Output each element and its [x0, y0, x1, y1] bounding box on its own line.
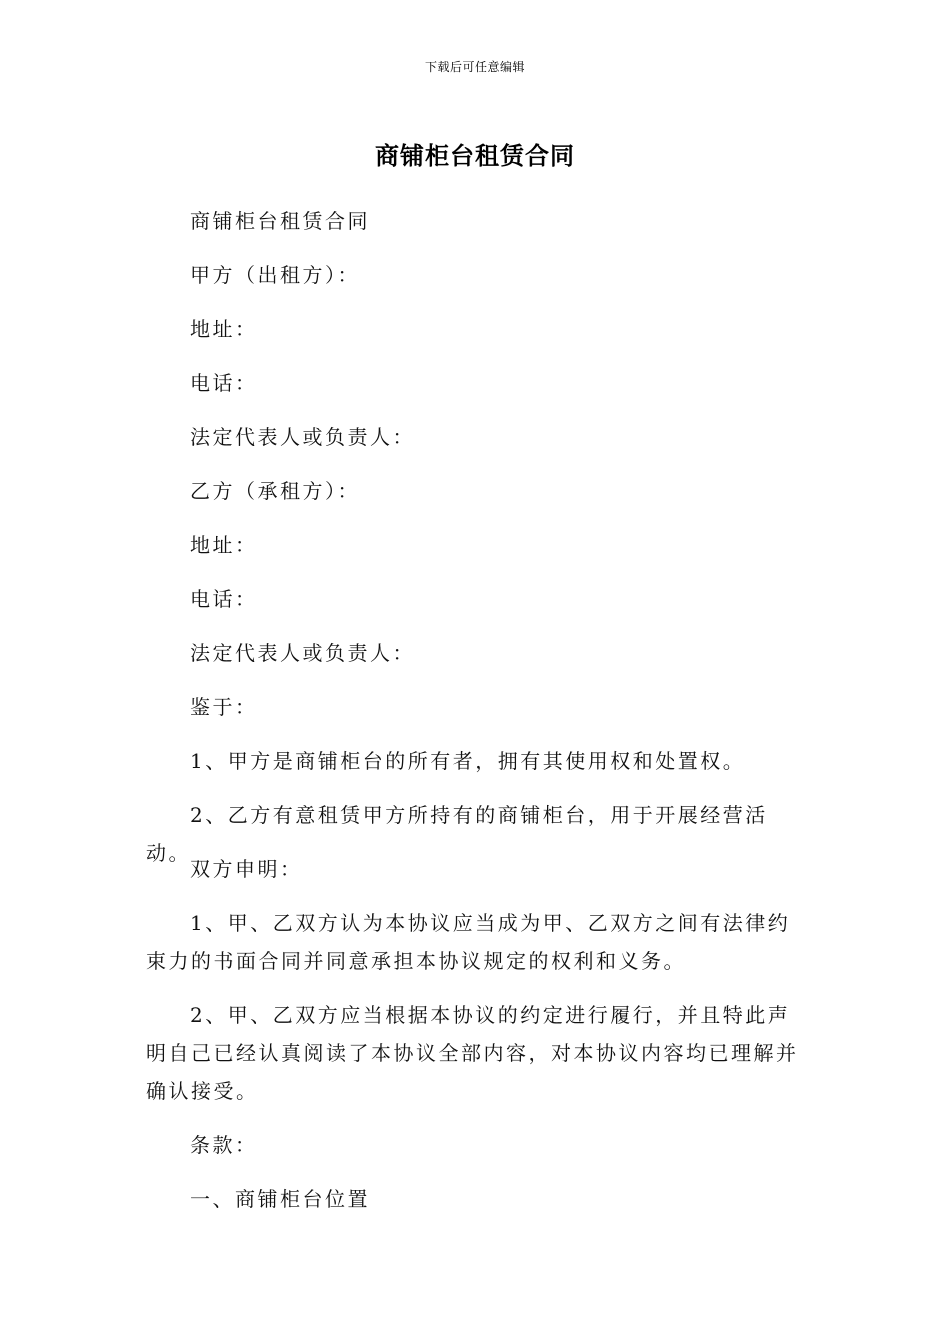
paragraph-whereas-2: 2、乙方有意租赁甲方所持有的商铺柜台，用于开展经营活动。 [146, 803, 768, 865]
paragraph-party-a-representative: 法定代表人或负责人： [190, 425, 415, 449]
paragraph-party-a: 甲方（出租方）： [190, 263, 360, 287]
paragraph-subtitle: 商铺柜台租赁合同 [190, 209, 370, 233]
paragraph-declaration-2: 2、甲、乙双方应当根据本协议的约定进行履行，并且特此声明自己已经认真阅读了本协议全部内容，对本协议内容均已理解并确认接受。 [146, 1003, 799, 1103]
paragraph-party-b-phone: 电话： [190, 587, 258, 611]
paragraph-party-b-representative: 法定代表人或负责人： [190, 641, 415, 665]
paragraph-declaration: 双方申明： [190, 857, 303, 881]
paragraph-section-one: 一、商铺柜台位置 [190, 1187, 370, 1211]
document-title: 商铺柜台租赁合同 [375, 142, 575, 170]
paragraph-clauses: 条款： [190, 1133, 258, 1157]
paragraph-whereas: 鉴于： [190, 695, 258, 719]
paragraph-whereas-1: 1、甲方是商铺柜台的所有者，拥有其使用权和处置权。 [190, 749, 746, 773]
header-note: 下载后可任意编辑 [424, 60, 525, 74]
paragraph-party-b-address: 地址： [190, 533, 258, 557]
paragraph-declaration-1: 1、甲、乙双方认为本协议应当成为甲、乙双方之间有法律约束力的书面合同并同意承担本协议规定的权利和义务。 [146, 911, 791, 973]
paragraph-party-a-address: 地址： [190, 317, 258, 341]
paragraph-party-b: 乙方（承租方）： [190, 479, 360, 503]
paragraph-party-a-phone: 电话： [190, 371, 258, 395]
